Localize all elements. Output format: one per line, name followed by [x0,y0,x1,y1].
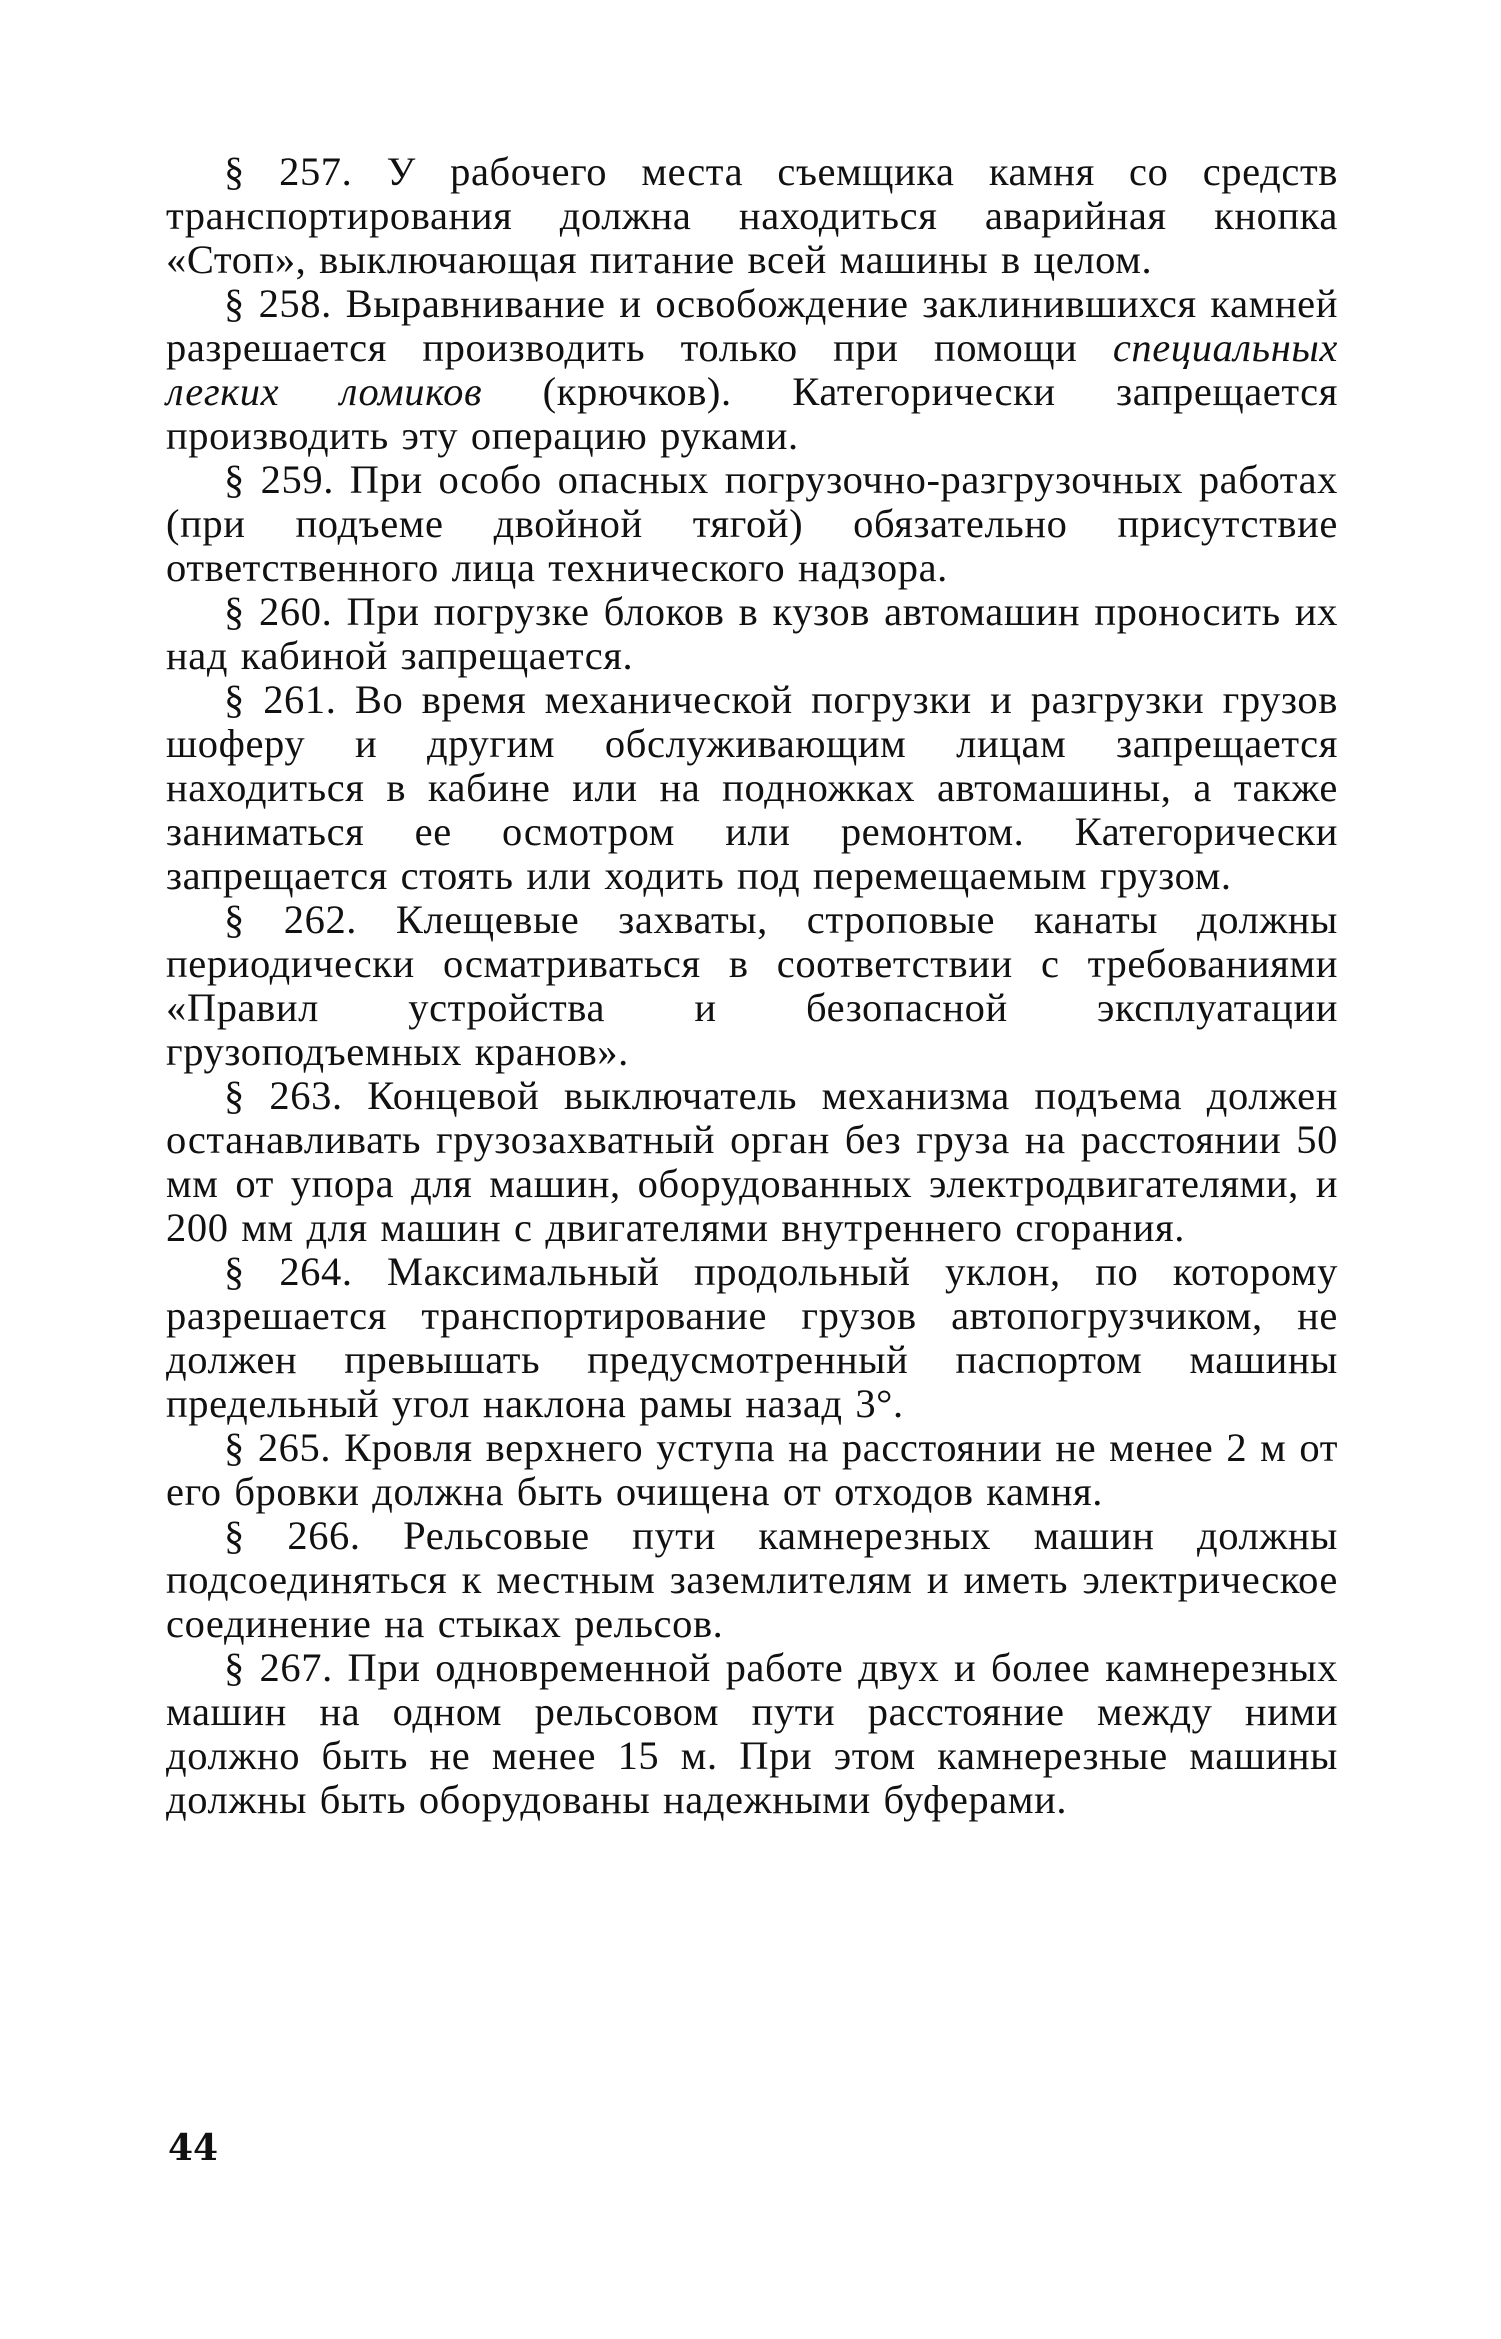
paragraph-267: § 267. При одновременной работе двух и более камнерезных машин на одном рельсовом пути расстояние между ними должно быть не менее 15 м. При этом камнерезные машины должны быть оборудованы надежными буферами. [166,1645,1338,1822]
paragraph-264: § 264. Максимальный продольный уклон, по которому разрешается транспортирование грузов автопогрузчиком, не должен превышать предусмотренный паспортом машины предельный угол наклона рамы назад 3°. [166,1249,1338,1426]
paragraph-263: § 263. Концевой выключатель механизма подъема должен останавливать грузозахватный орган без груза на расстоянии 50 мм от упора для машин, оборудованных электродвигателями, и 200 мм для машин с двигателями внутреннего сгорания. [166,1073,1338,1250]
paragraph-257: § 257. У рабочего места съемщика камня со средств транспортирования должна находиться аварийная кнопка «Стоп», выключающая питание всей машины в целом. [166,149,1338,282]
paragraph-258-italic-text: специальных легких ломиков [166,325,1338,414]
paragraph-265: § 265. Кровля верхнего уступа на расстоянии не менее 2 м от его бровки должна быть очищена от отходов камня. [166,1425,1338,1514]
paragraph-258-text-end: (крючков). Категорически запрещается производить эту операцию руками. [166,369,1338,458]
paragraph-260: § 260. При погрузке блоков в кузов автомашин проносить их над кабиной запрещается. [166,589,1338,678]
paragraph-258 [166,282,1338,458]
paragraph-258-text-start: § 258. Выравнивание и освобождение заклинившихся камней разрешается производить только при помощи [166,281,1338,370]
page-number: 44 [168,2127,219,2169]
paragraph-262: § 262. Клещевые захваты, строповые канаты должны периодически осматриваться в соответствии с требованиями «Правил устройства и безопасной эксплуатации грузоподъемных кранов». [166,897,1338,1074]
paragraph-266: § 266. Рельсовые пути камнерезных машин должны подсоединяться к местным заземлителям и иметь электрическое соединение на стыках рельсов. [166,1513,1338,1646]
paragraph-259: § 259. При особо опасных погрузочно-разгрузочных работах (при подъеме двойной тягой) обязательно присутствие ответственного лица технического надзора. [166,457,1338,590]
paragraph-261: § 261. Во время механической погрузки и разгрузки грузов шоферу и другим обслуживающим лицам запрещается находиться в кабине или на подножках автомашины, а также заниматься ее осмотром или ремонтом. Категорически запрещается стоять или ходить под перемещаемым грузом. [166,677,1338,898]
page-body [166,150,1338,1822]
